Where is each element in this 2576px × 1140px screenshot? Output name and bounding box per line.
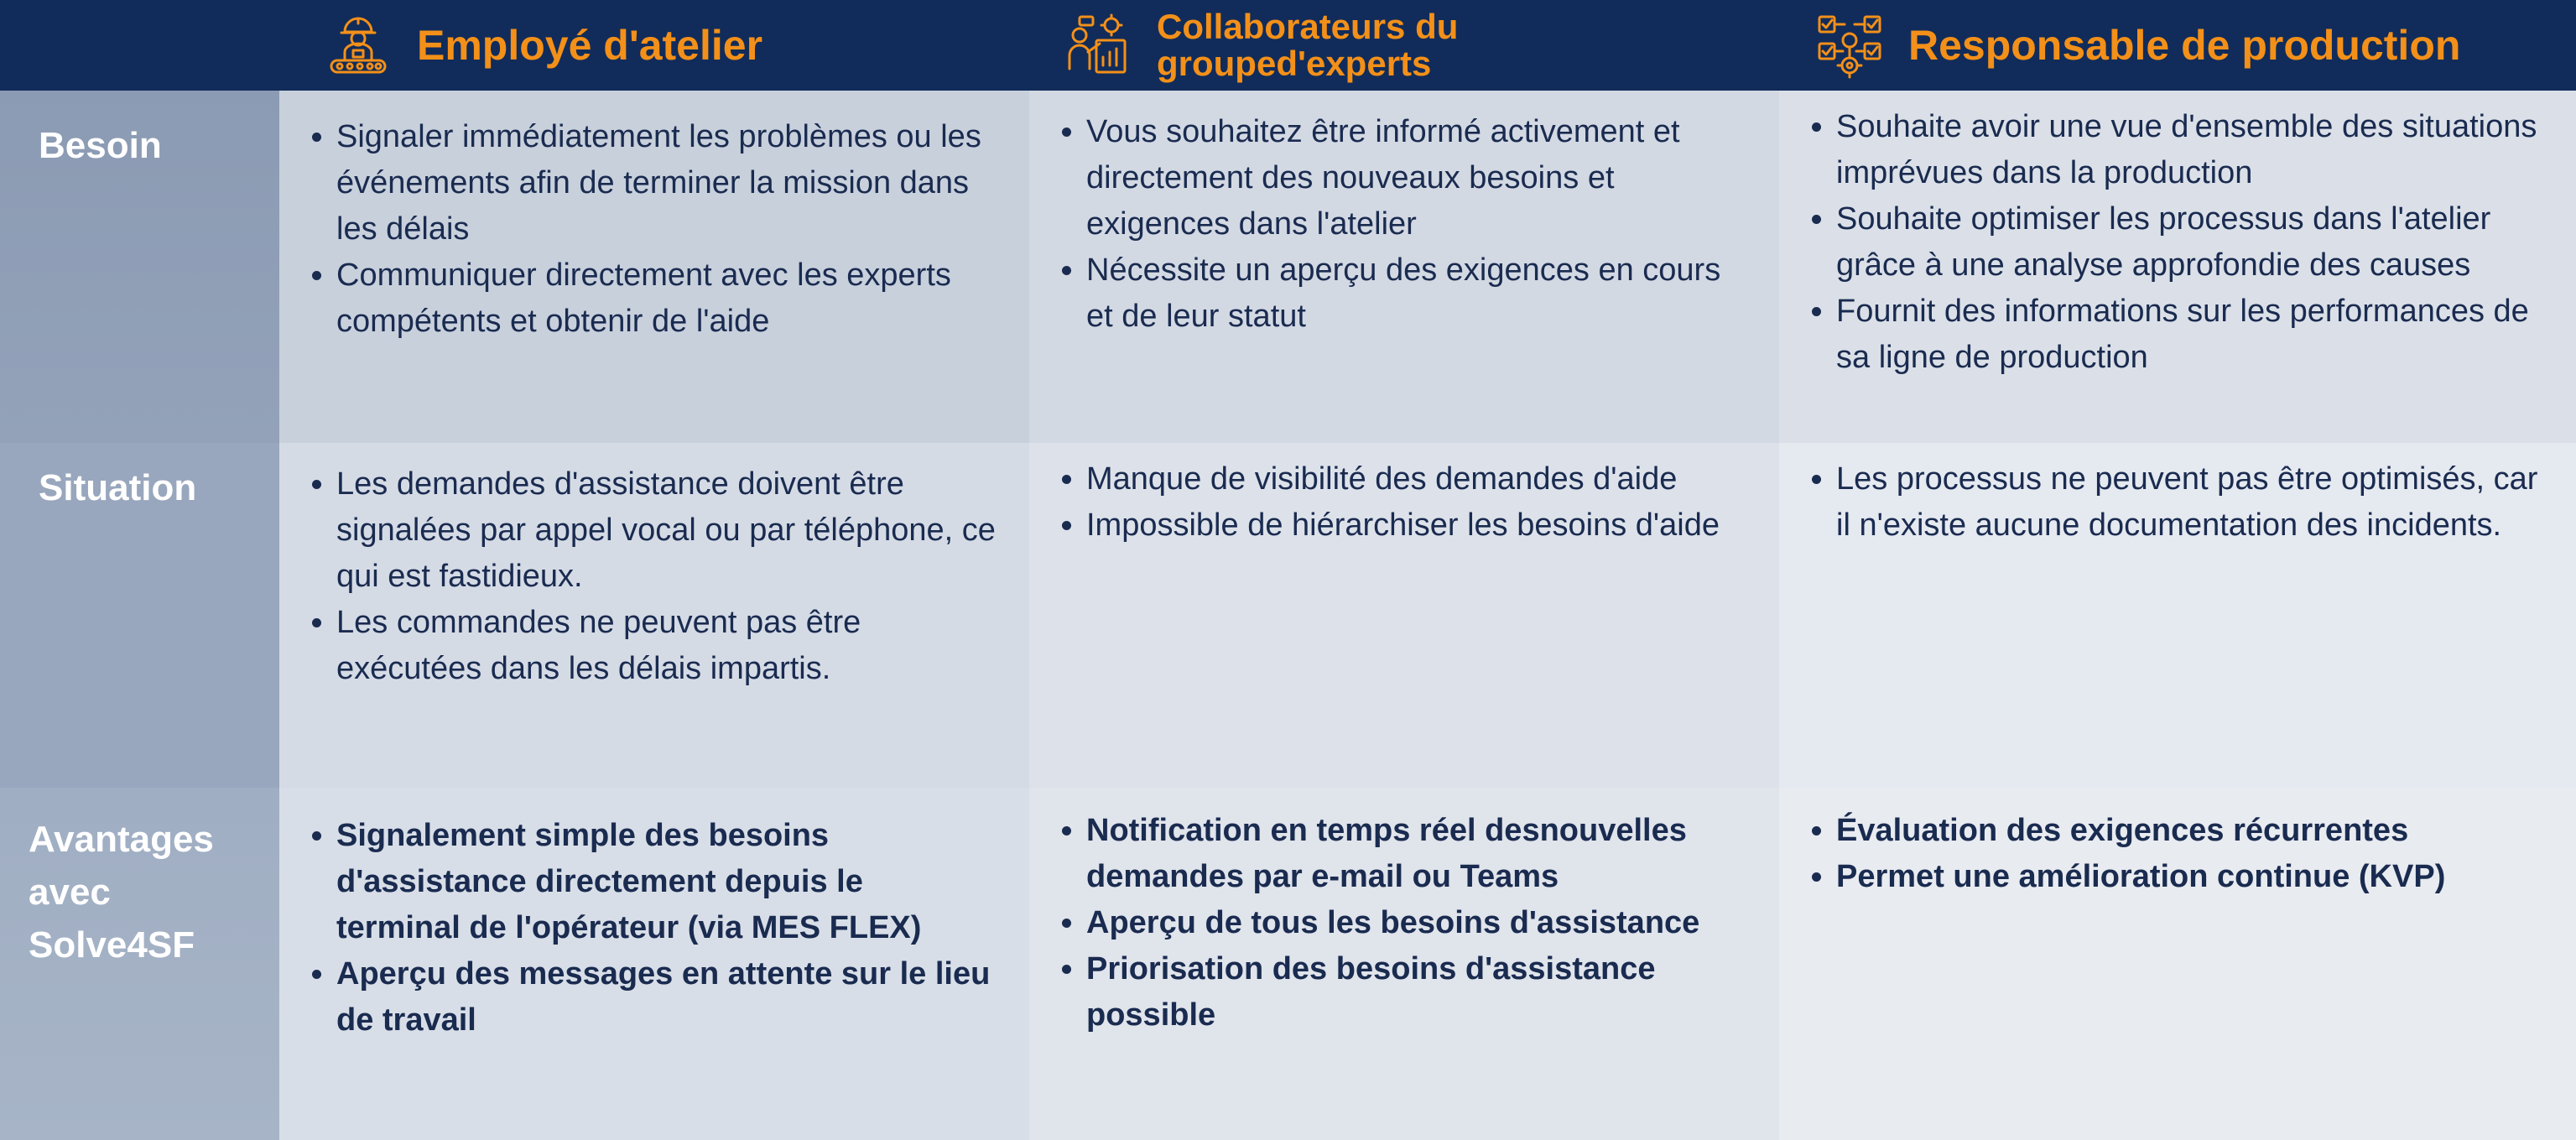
header-collaborateurs-experts: [1029, 0, 1779, 91]
list-item: • Signaler immédiatement les problèmes ou les événements afin de terminer la mission dans les délais: [336, 114, 996, 252]
list-item: • Impossible de hiérarchiser les besoins d'aide: [1086, 502, 1746, 549]
list-item: • Aperçu des messages en attente sur le lieu de travail: [336, 951, 996, 1044]
row-label-line1: Avantages: [29, 819, 214, 860]
header-title: Employé d'atelier: [417, 22, 763, 69]
header-responsable-production: [1779, 0, 2576, 91]
list-item: • Permet une amélioration continue (KVP): [1836, 854, 2542, 900]
header-title-line1: Collaborateurs du: [1157, 6, 1459, 46]
cell-besoin-responsable: [1779, 91, 2576, 443]
expert-team-icon: [1063, 10, 1133, 81]
header-employe-atelier: [279, 0, 1029, 91]
cell-besoin-employe: [279, 91, 1029, 443]
cell-avantages-employe: [279, 788, 1029, 1140]
cell-situation-employe: [279, 443, 1029, 788]
list-item: • Les demandes d'assistance doivent être signalées par appel vocal ou par téléphone, ce qui est fastidieux.: [336, 461, 996, 600]
row-label-line2: avec: [29, 872, 111, 913]
list-item: • Évaluation des exigences récurrentes: [1836, 808, 2542, 854]
cell-situation-collaborateurs: [1029, 443, 1779, 788]
cell-situation-responsable: [1779, 443, 2576, 788]
list-item: • Souhaite avoir une vue d'ensemble des situations imprévues dans la production: [1836, 104, 2542, 196]
list-item: • Les commandes ne peuvent pas être exécutées dans les délais impartis.: [336, 600, 996, 692]
list-item: • Fournit des informations sur les performances de sa ligne de production: [1836, 289, 2542, 381]
cell-besoin-collaborateurs: [1029, 91, 1779, 443]
header-title: [1157, 8, 1458, 82]
list-item: • Communiquer directement avec les experts compétents et obtenir de l'aide: [336, 252, 996, 345]
cell-avantages-responsable: [1779, 788, 2576, 1140]
list-item: • Notification en temps réel desnouvelles demandes par e-mail ou Teams: [1086, 808, 1746, 900]
row-label-avantages: [0, 788, 279, 1140]
list-item: • Les processus ne peuvent pas être optimisés, car il n'existe aucune documentation des incidents.: [1836, 456, 2542, 549]
cell-avantages-collaborateurs: [1029, 788, 1779, 1140]
header-title: Responsable de production: [1908, 22, 2461, 69]
production-process-icon: [1814, 10, 1885, 81]
header-title-line2: grouped'experts: [1157, 44, 1432, 83]
row-label-situation: Situation: [0, 443, 279, 788]
factory-worker-icon: [323, 10, 393, 81]
list-item: • Aperçu de tous les besoins d'assistance: [1086, 900, 1746, 946]
list-item: • Nécessite un aperçu des exigences en cours et de leur statut: [1086, 247, 1746, 340]
row-label-besoin: Besoin: [0, 91, 279, 443]
list-item: • Manque de visibilité des demandes d'aide: [1086, 456, 1746, 502]
list-item: • Souhaite optimiser les processus dans l'atelier grâce à une analyse approfondie des causes: [1836, 196, 2542, 289]
list-item: • Priorisation des besoins d'assistance possible: [1086, 946, 1746, 1038]
list-item: • Vous souhaitez être informé activement et directement des nouveaux besoins et exigences dans l'atelier: [1086, 109, 1746, 247]
header-corner: [0, 0, 279, 91]
row-label-line3: Solve4SF: [29, 924, 195, 966]
list-item: • Signalement simple des besoins d'assistance directement depuis le terminal de l'opérateur (via MES FLEX): [336, 813, 996, 951]
